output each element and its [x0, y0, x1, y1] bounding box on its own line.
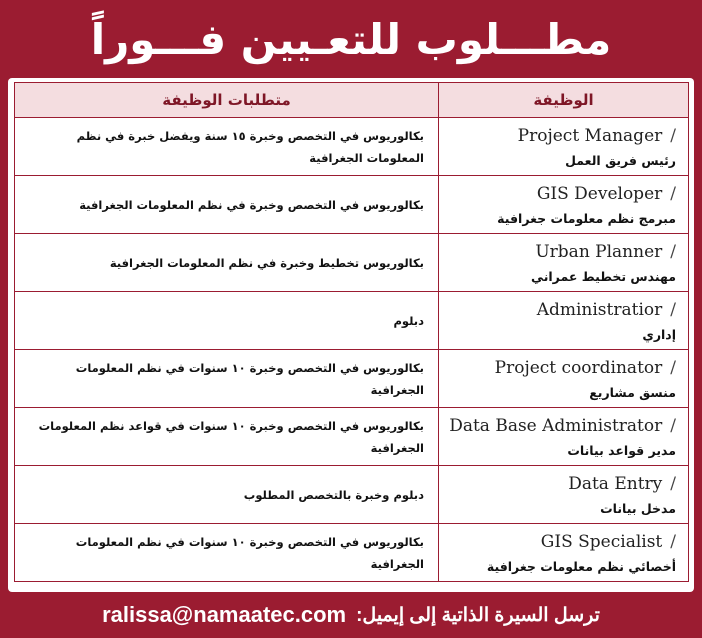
job-column-header: الوظيفة — [439, 83, 689, 118]
job-title-english-line — [439, 531, 676, 553]
title-separator: / — [670, 125, 676, 146]
job-title-english: Data Entry — [568, 473, 663, 494]
contact-footer — [0, 592, 702, 638]
table-row — [15, 350, 689, 408]
ad-title: مطـــلوب للتعـيين فـــوراً — [90, 14, 612, 64]
job-title-cell — [439, 408, 689, 466]
job-title-cell — [439, 524, 689, 582]
job-title-cell — [439, 350, 689, 408]
job-title-arabic: إداري — [642, 326, 676, 342]
job-title-english: Urban Planner — [535, 241, 663, 262]
job-title-english: GIS Developer — [536, 183, 663, 204]
table-row — [15, 408, 689, 466]
job-title-arabic: رئيس فريق العمل — [565, 152, 676, 168]
job-requirements-cell: بكالوريوس في التخصص وخبرة في نظم المعلومات الجغرافية — [15, 176, 439, 234]
job-title-cell — [439, 176, 689, 234]
table-row — [15, 292, 689, 350]
contact-email[interactable]: ralissa@namaatec.com — [102, 602, 347, 627]
job-title-english-line — [439, 415, 676, 437]
job-requirements-cell: دبلوم وخبرة بالتخصص المطلوب — [15, 466, 439, 524]
job-title-english: GIS Specialist — [540, 531, 663, 552]
job-requirements-cell: بكالوريوس تخطيط وخبرة في نظم المعلومات الجغرافية — [15, 234, 439, 292]
job-requirements-cell: بكالوريوس في التخصص وخبرة ١٠ سنوات في نظم المعلومات الجغرافية — [15, 524, 439, 582]
title-separator: / — [670, 531, 676, 552]
job-title-english: Project Manager — [517, 125, 663, 146]
job-requirements-cell: بكالوريوس في التخصص وخبرة ١٥ سنة ويفضل خبرة في نظم المعلومات الجغرافية — [15, 118, 439, 176]
job-title-arabic: مهندس تخطيط عمراني — [531, 268, 676, 284]
job-requirements-cell: بكالوريوس في التخصص وخبرة ١٠ سنوات في قواعد نظم المعلومات الجغرافية — [15, 408, 439, 466]
table-row — [15, 176, 689, 234]
jobs-panel — [8, 78, 694, 592]
job-title-cell — [439, 292, 689, 350]
job-title-english-line — [439, 183, 676, 205]
job-requirements-cell: بكالوريوس في التخصص وخبرة ١٠ سنوات في نظم المعلومات الجغرافية — [15, 350, 439, 408]
job-title-arabic: مبرمج نظم معلومات جغرافية — [497, 210, 676, 226]
job-title-cell — [439, 466, 689, 524]
job-title-english: Administratior — [536, 299, 663, 320]
job-title-english-line — [439, 241, 676, 263]
contact-label: ترسل السيرة الذاتية إلى إيميل: — [356, 604, 600, 626]
job-title-arabic: مدخل بيانات — [600, 500, 676, 516]
job-title-english-line — [439, 357, 676, 379]
title-separator: / — [670, 473, 676, 494]
job-title-english: Data Base Administrator — [449, 415, 663, 436]
jobs-table-body — [15, 118, 689, 582]
job-title-arabic: منسق مشاريع — [589, 384, 676, 400]
requirements-column-header: متطلبات الوظيفة — [15, 83, 439, 118]
job-title-arabic: مدير قواعد بيانات — [567, 442, 676, 458]
job-title-english-line — [439, 299, 676, 321]
table-header-row — [15, 83, 689, 118]
title-separator: / — [670, 357, 676, 378]
title-separator: / — [670, 415, 676, 436]
title-separator: / — [670, 183, 676, 204]
table-row — [15, 118, 689, 176]
job-title-english-line — [439, 473, 676, 495]
table-row — [15, 466, 689, 524]
title-separator: / — [670, 299, 676, 320]
job-title-english: Project coordinator — [494, 357, 663, 378]
job-title-arabic: أخصائي نظم معلومات جغرافية — [486, 558, 676, 574]
table-row — [15, 234, 689, 292]
jobs-table — [14, 82, 689, 582]
job-title-english-line — [439, 125, 676, 147]
table-row — [15, 524, 689, 582]
job-requirements-cell: دبلوم — [15, 292, 439, 350]
job-title-cell — [439, 118, 689, 176]
job-title-cell — [439, 234, 689, 292]
title-separator: / — [670, 241, 676, 262]
